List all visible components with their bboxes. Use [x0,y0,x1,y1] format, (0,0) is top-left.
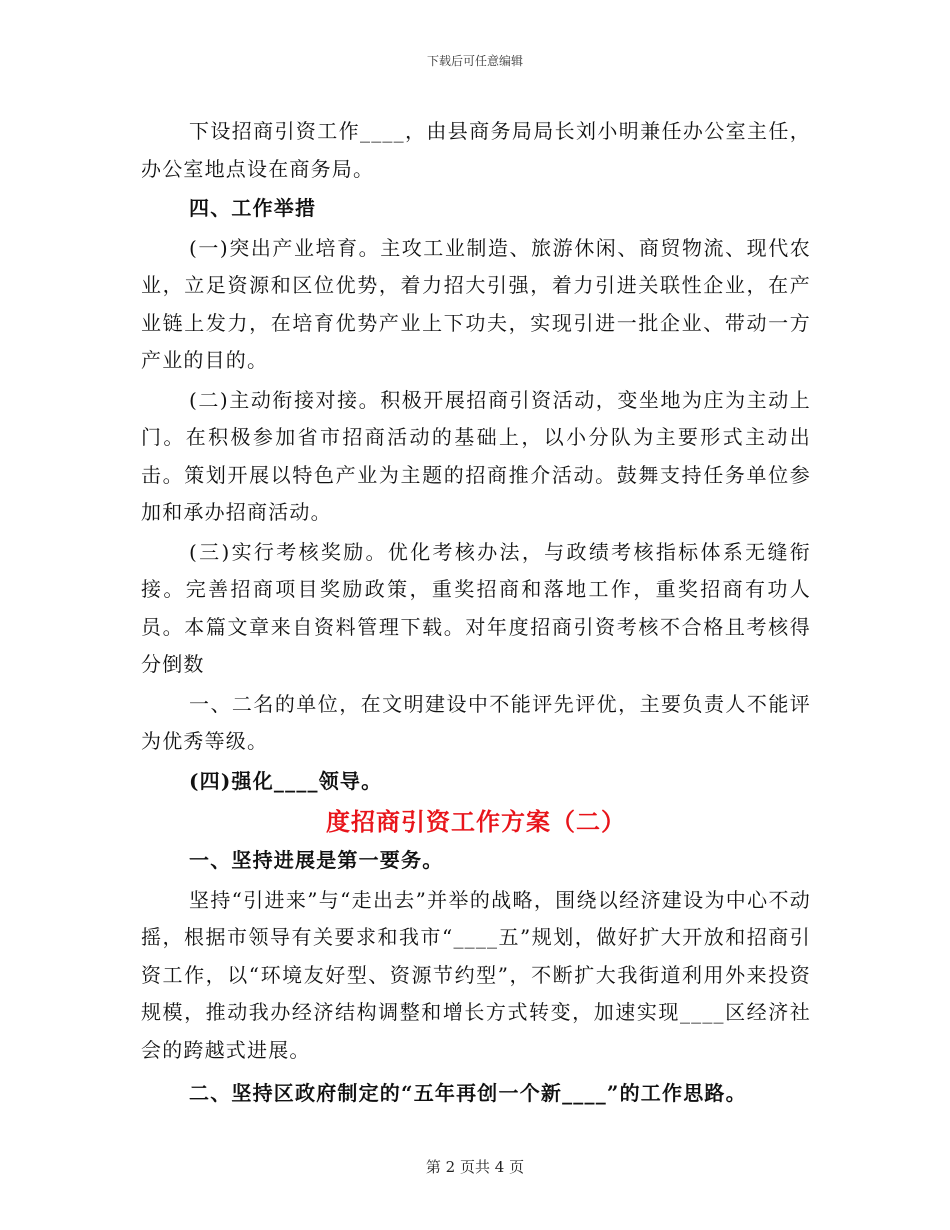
paragraph-office-setup: 下设招商引资工作____，由县商务局局长刘小明兼任办公室主任，办公室地点设在商务局。 [141,119,811,181]
paragraph-industry-cultivation: (一)突出产业培育。主攻工业制造、旅游休闲、商贸物流、现代农业，立足资源和区位优势，着力招大引强，着力引进关联性企业，在产业链上发力，在培育优势产业上下功夫，实现引进一批企业、带动一方产业的目的。 [141,235,811,372]
heading-strengthen-leadership: (四)强化____领导。 [189,768,383,793]
paragraph-strategy: 坚持“引进来”与“走出去”并举的战略，围绕以经济建设为中心不动摇，根据市领导有关要求和我市“____五”规划，做好扩大开放和招商引资工作，以“环境友好型、资源节约型”，不断扩大我街道利用外来投资规模，推动我办经济结构调整和增长方式转变，加速实现____区经济社会的跨越式进展。 [141,887,811,1062]
paragraph-assessment-reward: (三)实行考核奖励。优化考核办法，与政绩考核指标体系无缝衔接。完善招商项目奖励政策，重奖招商和落地工作，重奖招商有功人员。本篇文章来自资料管理下载。对年度招商引资考核不合格且考核得分倒数 [141,539,811,676]
heading-development-first: 一、坚持进展是第一要务。 [189,848,444,872]
page-header: 下载后可任意编辑 [426,54,523,68]
page-footer: 第 2 页共 4 页 [425,1158,525,1176]
section-title: 度招商引资工作方案（二） [326,807,626,836]
paragraph-active-docking: (二)主动衔接对接。积极开展招商引资活动，变坐地为庄为主动上门。在积极参加省市招商活动的基础上，以小分队为主要形式主动出击。策划开展以特色产业为主题的招商推介活动。鼓舞支持任务单位参加和承办招商活动。 [141,387,811,524]
paragraph-ranking-units: 一、二名的单位，在文明建设中不能评先评优，主要负责人不能评为优秀等级。 [141,691,811,753]
heading-work-measures: 四、工作举措 [189,196,317,220]
document-body [141,113,811,1113]
heading-five-year-idea: 二、坚持区政府制定的“五年再创一个新____”的工作思路。 [189,1081,747,1105]
